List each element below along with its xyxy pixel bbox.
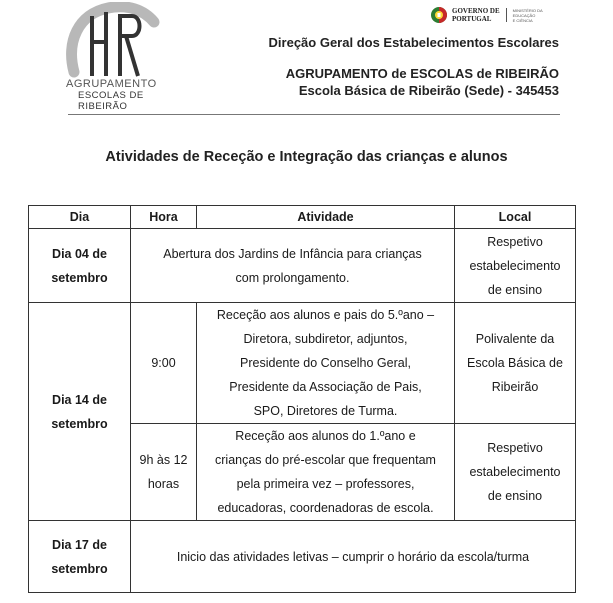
ministry-name-line1: MINISTÉRIO DA EDUCAÇÃO: [512, 7, 543, 18]
row3-hora-line: 9h às 12: [139, 453, 188, 467]
ministry-name: [513, 8, 557, 23]
row2-dia-line: setembro: [51, 416, 108, 431]
row2-atividade-line: Presidente do Conselho Geral,: [240, 356, 411, 370]
row3-hora: [131, 424, 197, 521]
logo-text-line1: AGRUPAMENTO: [66, 78, 157, 90]
table-header-row: [29, 206, 576, 229]
row3-local-line: de ensino: [487, 489, 543, 503]
table-row: [29, 303, 576, 424]
row3-atividade-line: pela primeira vez – professores,: [236, 477, 415, 491]
row3-atividade: [197, 424, 455, 521]
row1-dia-line: setembro: [51, 270, 108, 285]
row1-local-line: estabelecimento: [469, 258, 561, 273]
table-row: [29, 521, 576, 593]
row4-atividade: [131, 521, 576, 593]
row2-atividade-line: Diretora, subdiretor, adjuntos,: [243, 332, 408, 346]
column-header-local: Local: [455, 206, 576, 229]
row2-dia-line: Dia 14 de: [52, 392, 107, 407]
row2-atividade-line: Presidente da Associação de Pais,: [229, 380, 422, 394]
header-school: Escola Básica de Ribeirão (Sede) - 345453: [298, 83, 559, 98]
header-directorate: Direção Geral dos Estabelecimentos Escolares: [268, 35, 559, 50]
ministry-name-line2: E CIÊNCIA: [512, 17, 533, 23]
row2-local-line: Escola Básica de: [467, 356, 563, 370]
column-header-atividade: Atividade: [197, 206, 455, 229]
row3-local: [455, 424, 576, 521]
row1-local: [455, 229, 576, 303]
row2-atividade: [197, 303, 455, 424]
logo-text-line2: ESCOLAS DE RIBEIRÃO: [78, 90, 144, 112]
row3-local-line: Respetivo: [487, 441, 543, 455]
row4-atividade-line: Inicio das atividades letivas – cumprir o horário da escola/turma: [176, 549, 530, 564]
row4-dia: [29, 521, 131, 593]
row3-local-line: estabelecimento: [469, 465, 561, 479]
row2-atividade-line: SPO, Diretores de Turma.: [253, 404, 398, 418]
row2-local-line: Polivalente da: [475, 332, 555, 346]
header-school-group: AGRUPAMENTO de ESCOLAS de RIBEIRÃO: [285, 66, 559, 81]
row4-dia-line: setembro: [51, 561, 108, 576]
row2-atividade-line: Receção aos alunos e pais do 5.ºano –: [216, 308, 435, 322]
row3-atividade-line: Receção aos alunos do 1.ºano e: [235, 429, 416, 443]
row3-atividade-line: educadoras, coordenadoras de escola.: [217, 501, 434, 515]
row2-hora-line: 9:00: [151, 356, 176, 370]
row2-dia: [29, 303, 131, 521]
row1-local-line: Respetivo: [487, 234, 543, 249]
column-header-hora: Hora: [131, 206, 197, 229]
government-divider: [506, 8, 507, 22]
row3-hora-line: horas: [147, 477, 180, 491]
government-name-line2: PORTUGAL: [452, 15, 492, 23]
row1-atividade-line: Abertura dos Jardins de Infância para crianças: [163, 246, 422, 261]
row1-atividade: [131, 229, 455, 303]
row3-atividade-line: crianças do pré-escolar que frequentam: [215, 453, 436, 467]
row1-dia: [29, 229, 131, 303]
column-header-dia: Dia: [29, 206, 131, 229]
row1-local-line: de ensino: [487, 282, 543, 297]
school-logo: [58, 2, 168, 112]
row1-atividade-line: com prolongamento.: [235, 270, 350, 285]
government-logo: [430, 4, 557, 26]
row4-dia-line: Dia 17 de: [52, 537, 107, 552]
row1-dia-line: Dia 04 de: [52, 246, 107, 261]
page-title: Atividades de Receção e Integração das crianças e alunos: [105, 149, 508, 165]
row2-local: [455, 303, 576, 424]
header-divider: [68, 114, 560, 115]
row2-hora: [131, 303, 197, 424]
table-row: [29, 229, 576, 303]
school-logo-icon: [58, 2, 168, 80]
row2-local-line: Ribeirão: [491, 380, 539, 394]
government-name-line1: GOVERNO DE: [452, 7, 500, 15]
government-name: [452, 7, 500, 23]
portugal-emblem-icon: [430, 6, 448, 24]
schedule-table: [28, 205, 576, 593]
